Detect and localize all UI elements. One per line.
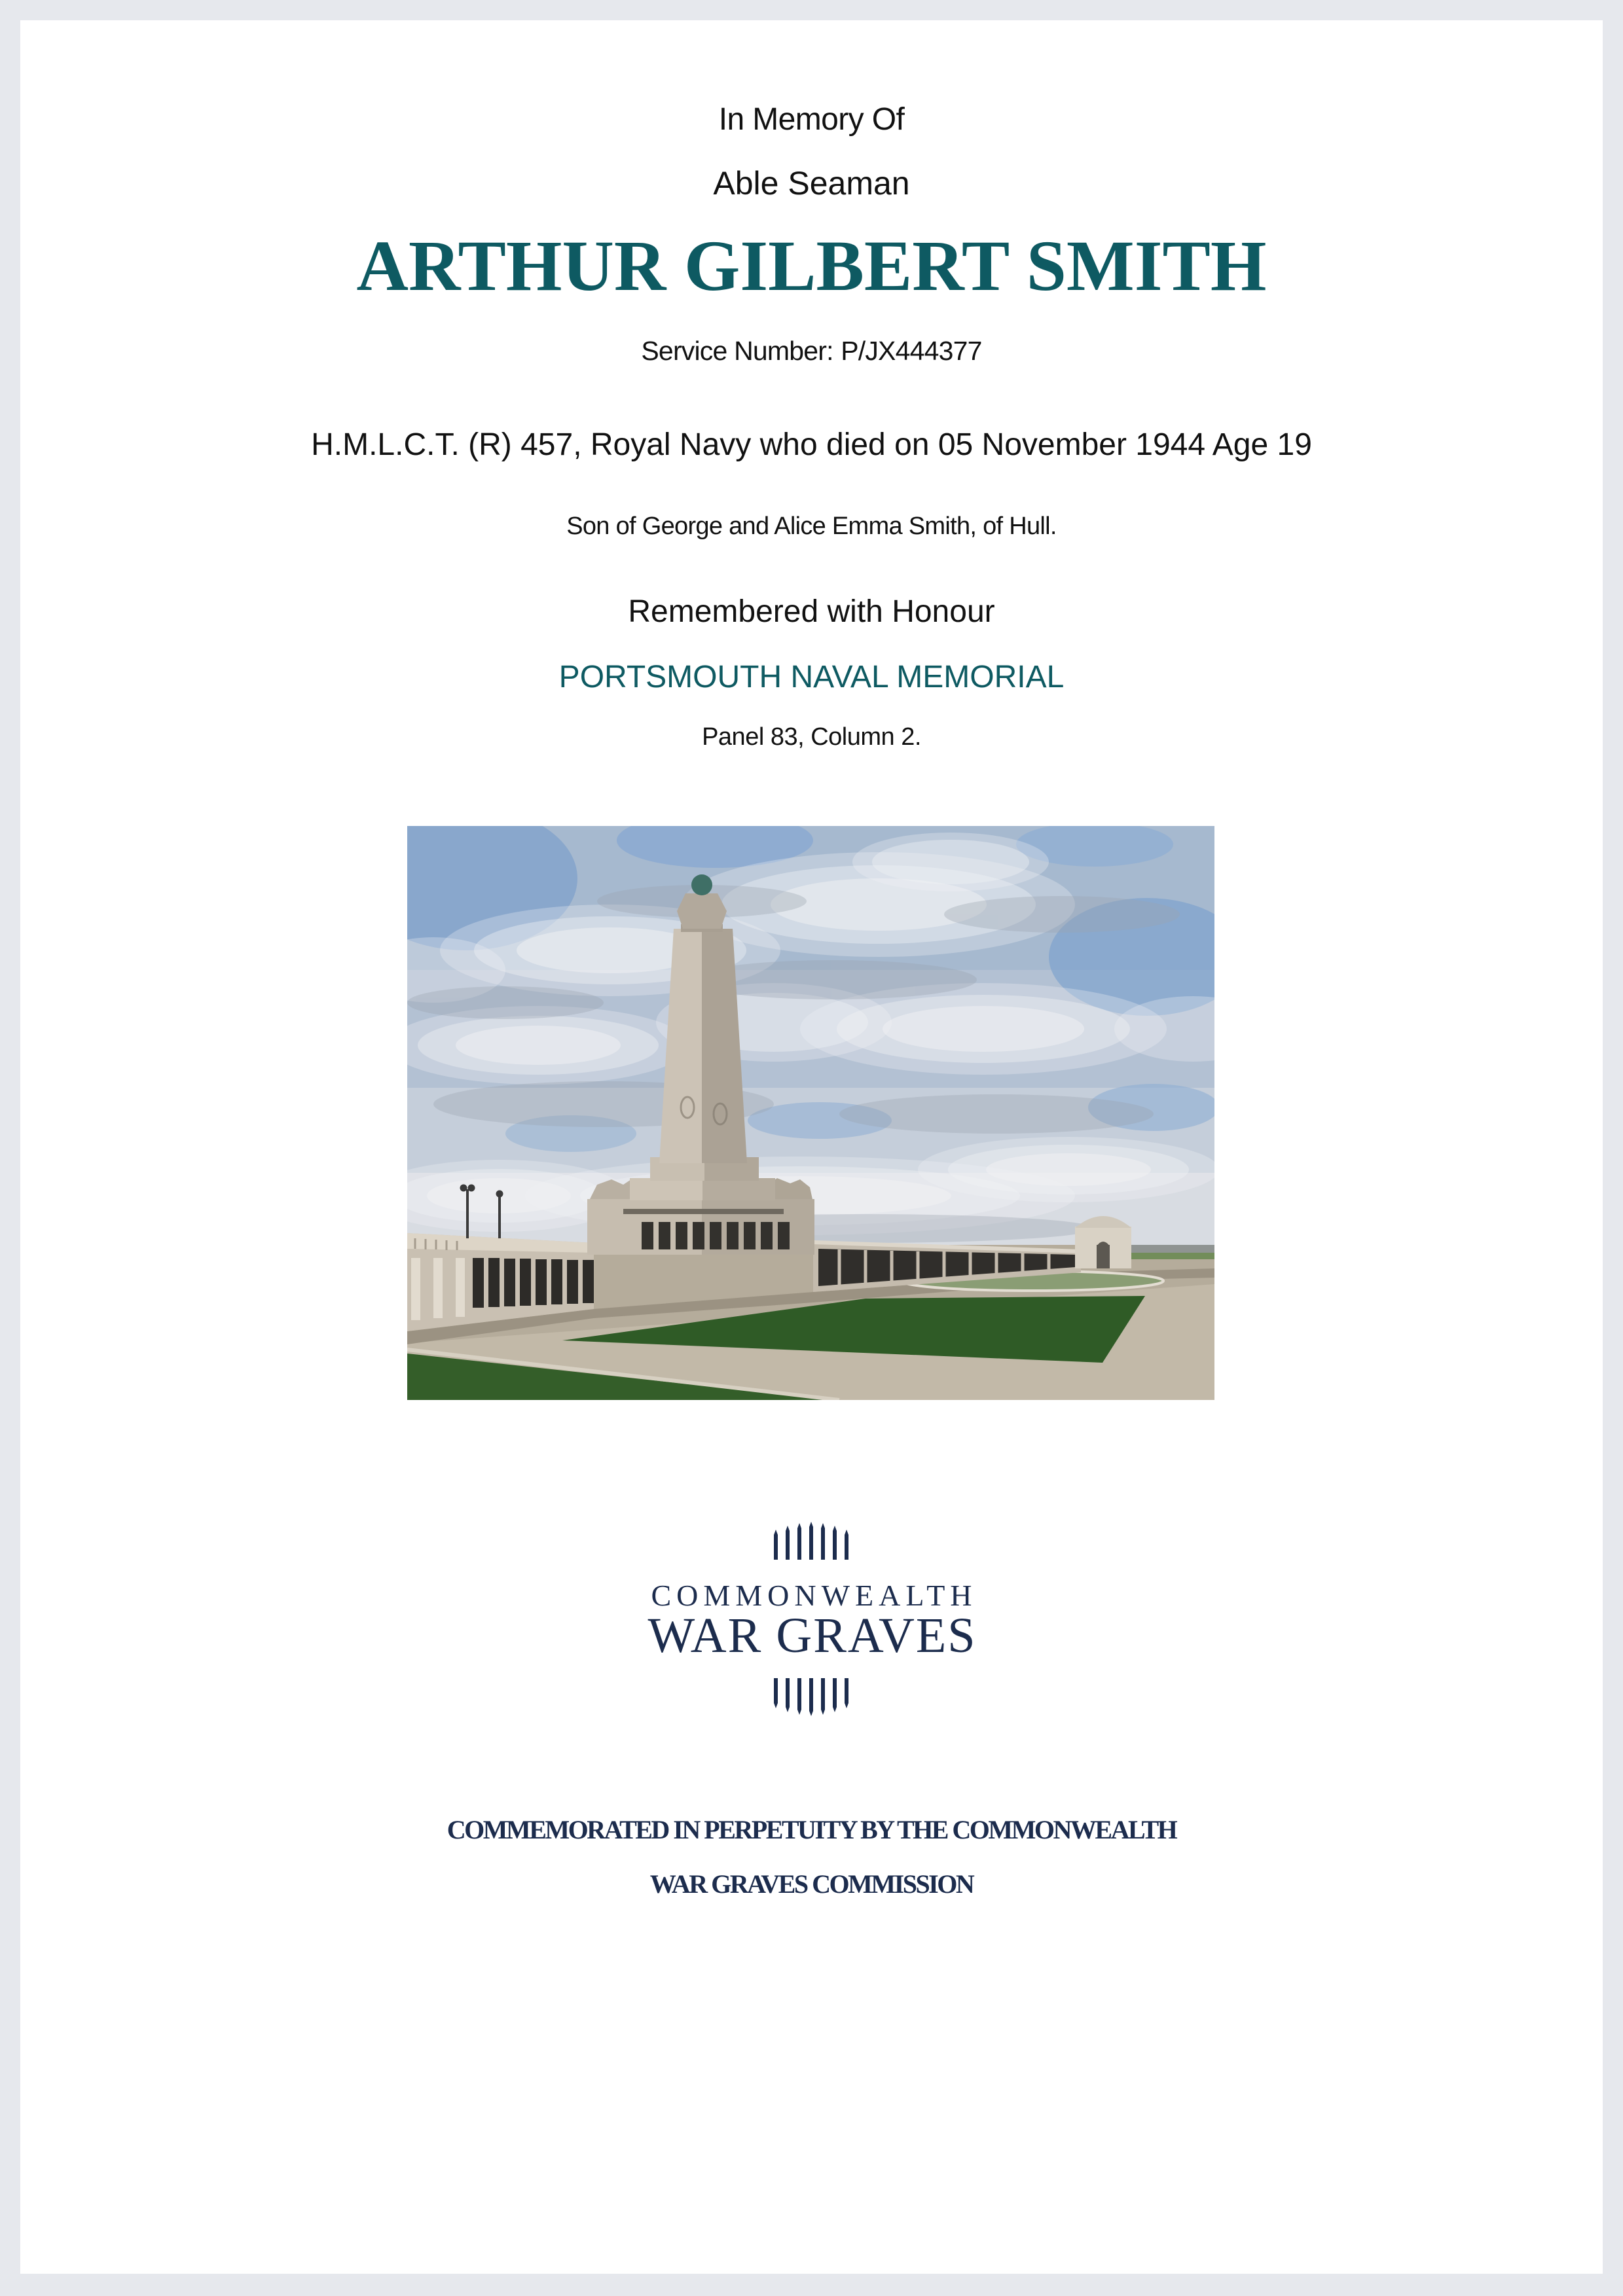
memorial-name: PORTSMOUTH NAVAL MEMORIAL [558,660,1065,694]
footer-line-2: WAR GRAVES COMMISSION [649,1869,974,1899]
memorial-photo [407,826,1214,1400]
logo-commonwealth: COMMONWEALTH [651,1579,977,1612]
logo-bar [845,1530,848,1560]
logo-bar [809,1522,813,1560]
logo-bar [774,1530,778,1560]
certificate-page [20,20,1603,2274]
heading: In Memory Of [718,102,905,137]
service-number [20,335,1603,367]
logo-bar [809,1678,813,1716]
logo-bar [821,1678,825,1715]
additional-info: Son of George and Alice Emma Smith, of Hull. [566,512,1057,540]
logo-bar [821,1523,825,1560]
logo-bars-bottom [772,1678,850,1719]
memorial-panel: Panel 83, Column 2. [702,723,921,751]
logo-bar [786,1678,790,1712]
footer-line-1: COMMEMORATED IN PERPETUITY BY THE COMMONWEALTH [447,1815,1176,1844]
rank: Able Seaman [713,165,910,202]
service-number-value: P/JX444377 [841,336,982,366]
memorial-pavilion [1075,1216,1131,1268]
logo-bar [797,1523,801,1560]
logo-bar [786,1526,790,1560]
logo-bar [833,1678,837,1712]
logo-bar [774,1678,778,1708]
logo-bar [833,1526,837,1560]
unit-and-death: H.M.L.C.T. (R) 457, Royal Navy who died on 05 November 1944 Age 19 [311,427,1312,462]
casualty-name: ARTHUR GILBERT SMITH [356,226,1267,306]
remembered-with-honour: Remembered with Honour [628,594,995,629]
logo-war-graves: WAR GRAVES [647,1608,977,1663]
logo-bar [797,1678,801,1715]
service-number-label: Service Number: [641,336,833,366]
logo-bars-top [772,1519,850,1560]
logo-bar [845,1678,848,1708]
